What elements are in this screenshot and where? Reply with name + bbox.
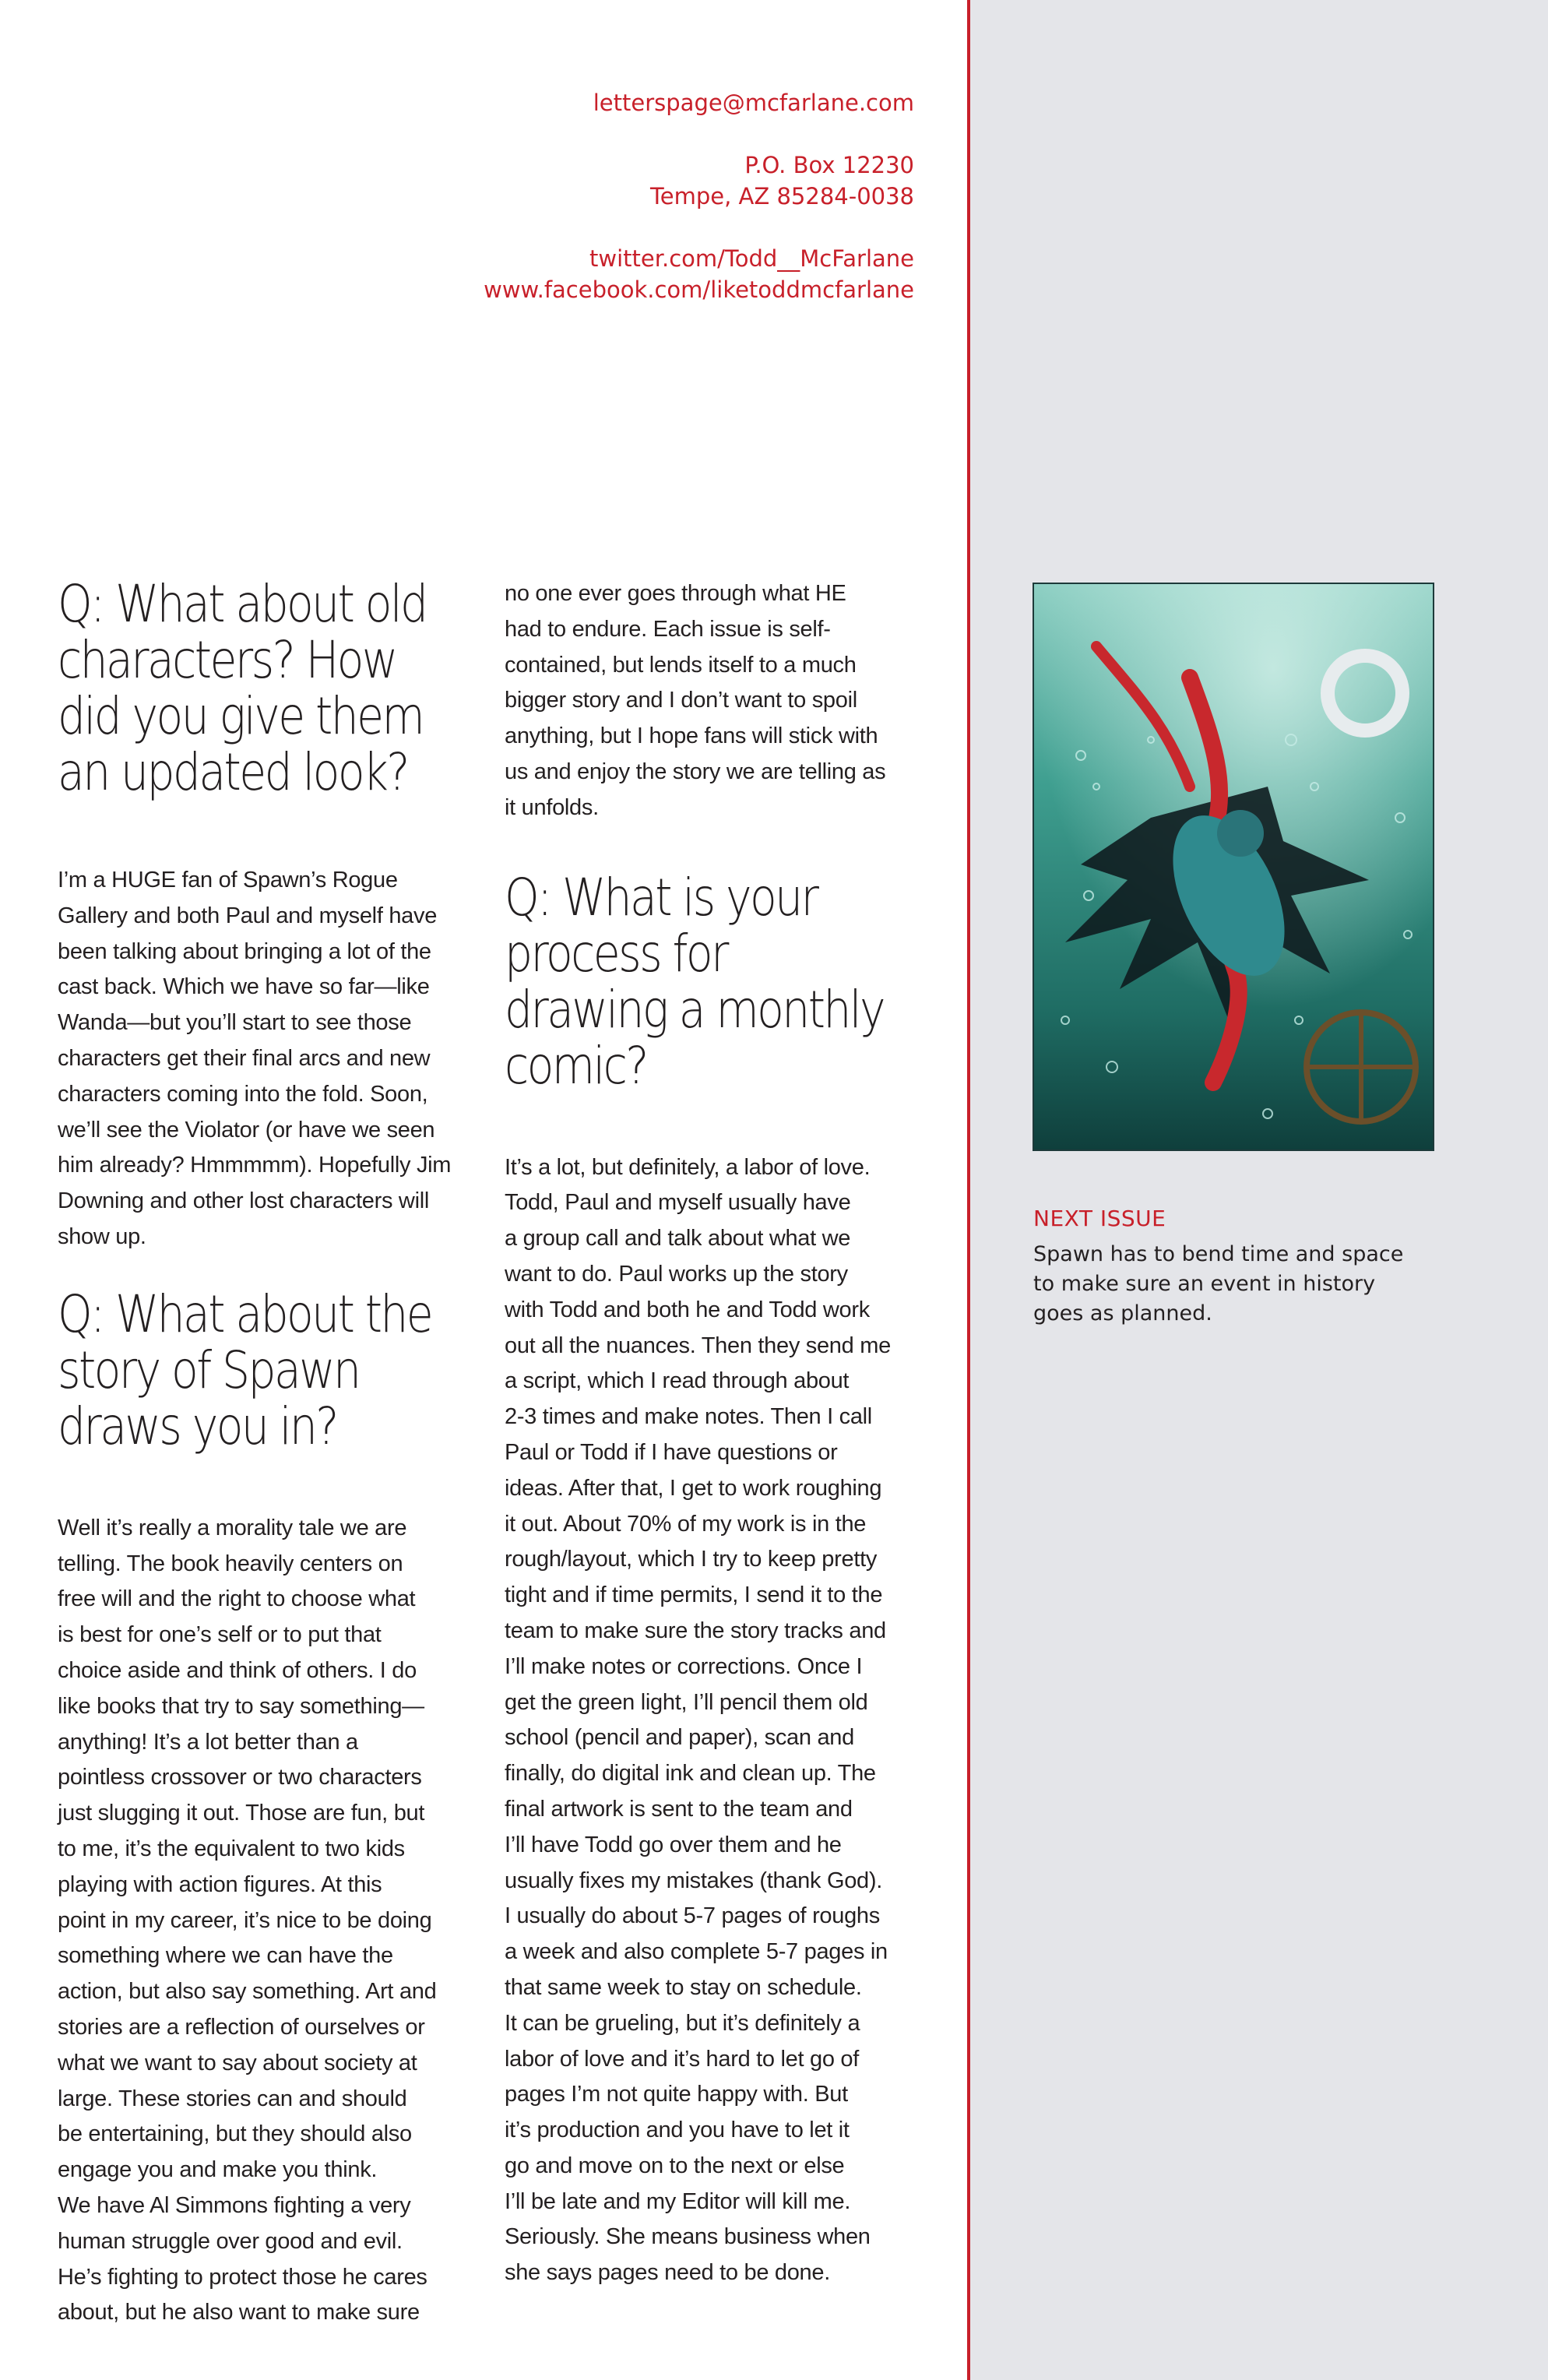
text-line: Spawn has to bend time and space bbox=[1033, 1242, 1404, 1266]
text-line: I’ll have Todd go over them and he bbox=[505, 1832, 842, 1857]
text-line: stories are a reflection of ourselves or bbox=[58, 2014, 425, 2040]
text-line: team to make sure the story tracks and bbox=[505, 1618, 886, 1643]
text-line: Well it’s really a morality tale we are bbox=[58, 1515, 407, 1540]
text-line: Gallery and both Paul and myself have bbox=[58, 903, 438, 928]
text-line: characters coming into the fold. Soon, bbox=[58, 1081, 428, 1107]
text-line: go and move on to the next or else bbox=[505, 2153, 845, 2178]
text-line: we’ll see the Violator (or have we seen bbox=[58, 1117, 435, 1142]
text-line: telling. The book heavily centers on bbox=[58, 1551, 403, 1576]
text-line: school (pencil and paper), scan and bbox=[505, 1725, 854, 1751]
text-line: human struggle over good and evil. bbox=[58, 2228, 403, 2254]
heading-line: draws you in? bbox=[58, 1396, 337, 1456]
answer-text bbox=[58, 1511, 478, 2331]
text-line: Wanda—but you’ll start to see those bbox=[58, 1010, 412, 1036]
text-line: been talking about bringing a lot of the bbox=[58, 938, 431, 964]
text-line: Seriously. She means business when bbox=[505, 2224, 871, 2250]
column-middle bbox=[505, 576, 925, 2291]
heading-line: Q: What about the bbox=[58, 1283, 432, 1344]
text-line: just slugging it out. Those are fun, but bbox=[58, 1801, 425, 1826]
text-line: pages I’m not quite happy with. But bbox=[505, 2082, 848, 2107]
text-line: is best for one’s self or to put that bbox=[58, 1622, 382, 1648]
text-line: anything, but I hope fans will stick with bbox=[505, 724, 878, 749]
text-line: out all the nuances. Then they send me bbox=[505, 1333, 891, 1358]
text-line: choice aside and think of others. I do bbox=[58, 1657, 417, 1683]
text-line: it’s production and you have to let it bbox=[505, 2118, 850, 2143]
question-heading bbox=[505, 867, 920, 1096]
twitter-link[interactable]: twitter.com/Todd__McFarlane bbox=[589, 245, 914, 272]
heading-line: story of Spawn bbox=[58, 1340, 360, 1400]
text-line: that same week to stay on schedule. bbox=[505, 1974, 862, 2000]
text-line: point in my career, it’s nice to be doing bbox=[58, 1907, 432, 1933]
text-line: a group call and talk about what we bbox=[505, 1226, 851, 1252]
answer-text bbox=[505, 1150, 925, 2292]
heading-line: Q: What about old bbox=[58, 574, 427, 634]
next-issue-label: NEXT ISSUE bbox=[1033, 1206, 1166, 1231]
text-line: It can be grueling, but it’s definitely a bbox=[505, 2010, 860, 2036]
sidebar-panel bbox=[970, 0, 1548, 2380]
heading-line: characters? How bbox=[58, 630, 396, 690]
text-line: about, but he also want to make sure bbox=[58, 2300, 420, 2325]
text-line: it out. About 70% of my work is in the bbox=[505, 1511, 867, 1537]
text-line: something where we can have the bbox=[58, 1943, 393, 1969]
text-line: large. These stories can and should bbox=[58, 2086, 407, 2111]
text-line: cast back. Which we have so far—like bbox=[58, 974, 430, 1000]
city-address: Tempe, AZ 85284-0038 bbox=[649, 183, 914, 209]
text-line: with Todd and both he and Todd work bbox=[505, 1297, 870, 1322]
answer-text bbox=[58, 863, 478, 1255]
text-line: final artwork is sent to the team and bbox=[505, 1796, 853, 1822]
text-line: We have Al Simmons fighting a very bbox=[58, 2192, 411, 2218]
text-line: no one ever goes through what HE bbox=[505, 581, 846, 606]
text-line: to me, it’s the equivalent to two kids bbox=[58, 1836, 405, 1861]
text-line: I usually do about 5-7 pages of roughs bbox=[505, 1903, 880, 1929]
text-line: Todd, Paul and myself usually have bbox=[505, 1190, 851, 1216]
text-line: characters get their final arcs and new bbox=[58, 1045, 431, 1071]
heading-line: drawing a monthly bbox=[505, 979, 884, 1040]
text-line: she says pages need to be done. bbox=[505, 2260, 830, 2286]
next-issue-cover-image bbox=[1033, 583, 1434, 1151]
question-heading bbox=[58, 576, 473, 801]
text-line: usually fixes my mistakes (thank God). bbox=[505, 1868, 882, 1893]
heading-line: an updated look? bbox=[58, 742, 408, 802]
text-line: to make sure an event in history bbox=[1033, 1272, 1376, 1296]
text-line: contained, but lends itself to a much bbox=[505, 652, 857, 678]
column-left bbox=[58, 576, 478, 2331]
text-line: I’ll be late and my Editor will kill me. bbox=[505, 2188, 851, 2214]
heading-line: comic? bbox=[505, 1035, 647, 1096]
text-line: Downing and other lost characters will bbox=[58, 1188, 429, 1214]
text-line: be entertaining, but they should also bbox=[58, 2121, 412, 2147]
heading-line: did you give them bbox=[58, 686, 424, 746]
contact-info bbox=[484, 87, 914, 336]
text-line: I’ll make notes or corrections. Once I bbox=[505, 1653, 863, 1679]
text-line: a script, which I read through about bbox=[505, 1368, 850, 1394]
text-line: what we want to say about society at bbox=[58, 2050, 417, 2075]
text-line: want to do. Paul works up the story bbox=[505, 1261, 848, 1287]
text-line: action, but also say something. Art and bbox=[58, 1979, 437, 2005]
text-line: like books that try to say something— bbox=[58, 1693, 424, 1719]
text-line: a week and also complete 5-7 pages in bbox=[505, 1939, 888, 1965]
text-line: had to endure. Each issue is self- bbox=[505, 616, 831, 642]
text-line: pointless crossover or two characters bbox=[58, 1765, 422, 1790]
text-line: bigger story and I don’t want to spoil bbox=[505, 688, 857, 713]
question-heading bbox=[58, 1283, 473, 1456]
heading-line: Q: What is your bbox=[505, 867, 818, 928]
text-line: Paul or Todd if I have questions or bbox=[505, 1439, 838, 1465]
text-line: finally, do digital ink and clean up. The bbox=[505, 1761, 876, 1787]
text-line: tight and if time permits, I send it to the bbox=[505, 1583, 883, 1608]
text-line: labor of love and it’s hard to let go of bbox=[505, 2046, 859, 2072]
text-line: He’s fighting to protect those he cares bbox=[58, 2264, 427, 2290]
po-box: P.O. Box 12230 bbox=[744, 152, 914, 178]
text-line: anything! It’s a lot better than a bbox=[58, 1729, 358, 1755]
text-line: 2-3 times and make notes. Then I call bbox=[505, 1404, 872, 1430]
text-line: free will and the right to choose what bbox=[58, 1586, 416, 1612]
text-line: engage you and make you think. bbox=[58, 2157, 378, 2183]
text-line: it unfolds. bbox=[505, 794, 599, 820]
facebook-link[interactable]: www.facebook.com/liketoddmcfarlane bbox=[484, 276, 914, 303]
answer-text-continued bbox=[505, 576, 925, 826]
red-divider-line bbox=[967, 0, 970, 2380]
next-issue-description bbox=[1033, 1240, 1403, 1329]
email-link[interactable]: letterspage@mcfarlane.com bbox=[593, 90, 914, 116]
text-line: get the green light, I’ll pencil them old bbox=[505, 1689, 868, 1715]
text-line: us and enjoy the story we are telling as bbox=[505, 759, 886, 784]
text-line: rough/layout, which I try to keep pretty bbox=[505, 1547, 878, 1572]
text-line: him already? Hmmmmm). Hopefully Jim bbox=[58, 1153, 452, 1178]
heading-line: process for bbox=[505, 923, 727, 984]
text-line: show up. bbox=[58, 1223, 146, 1249]
text-line: ideas. After that, I get to work roughing bbox=[505, 1475, 882, 1501]
text-line: I’m a HUGE fan of Spawn’s Rogue bbox=[58, 868, 398, 892]
text-line: It’s a lot, but definitely, a labor of love. bbox=[505, 1154, 871, 1180]
text-line: playing with action figures. At this bbox=[58, 1871, 382, 1897]
text-line: goes as planned. bbox=[1033, 1301, 1212, 1326]
